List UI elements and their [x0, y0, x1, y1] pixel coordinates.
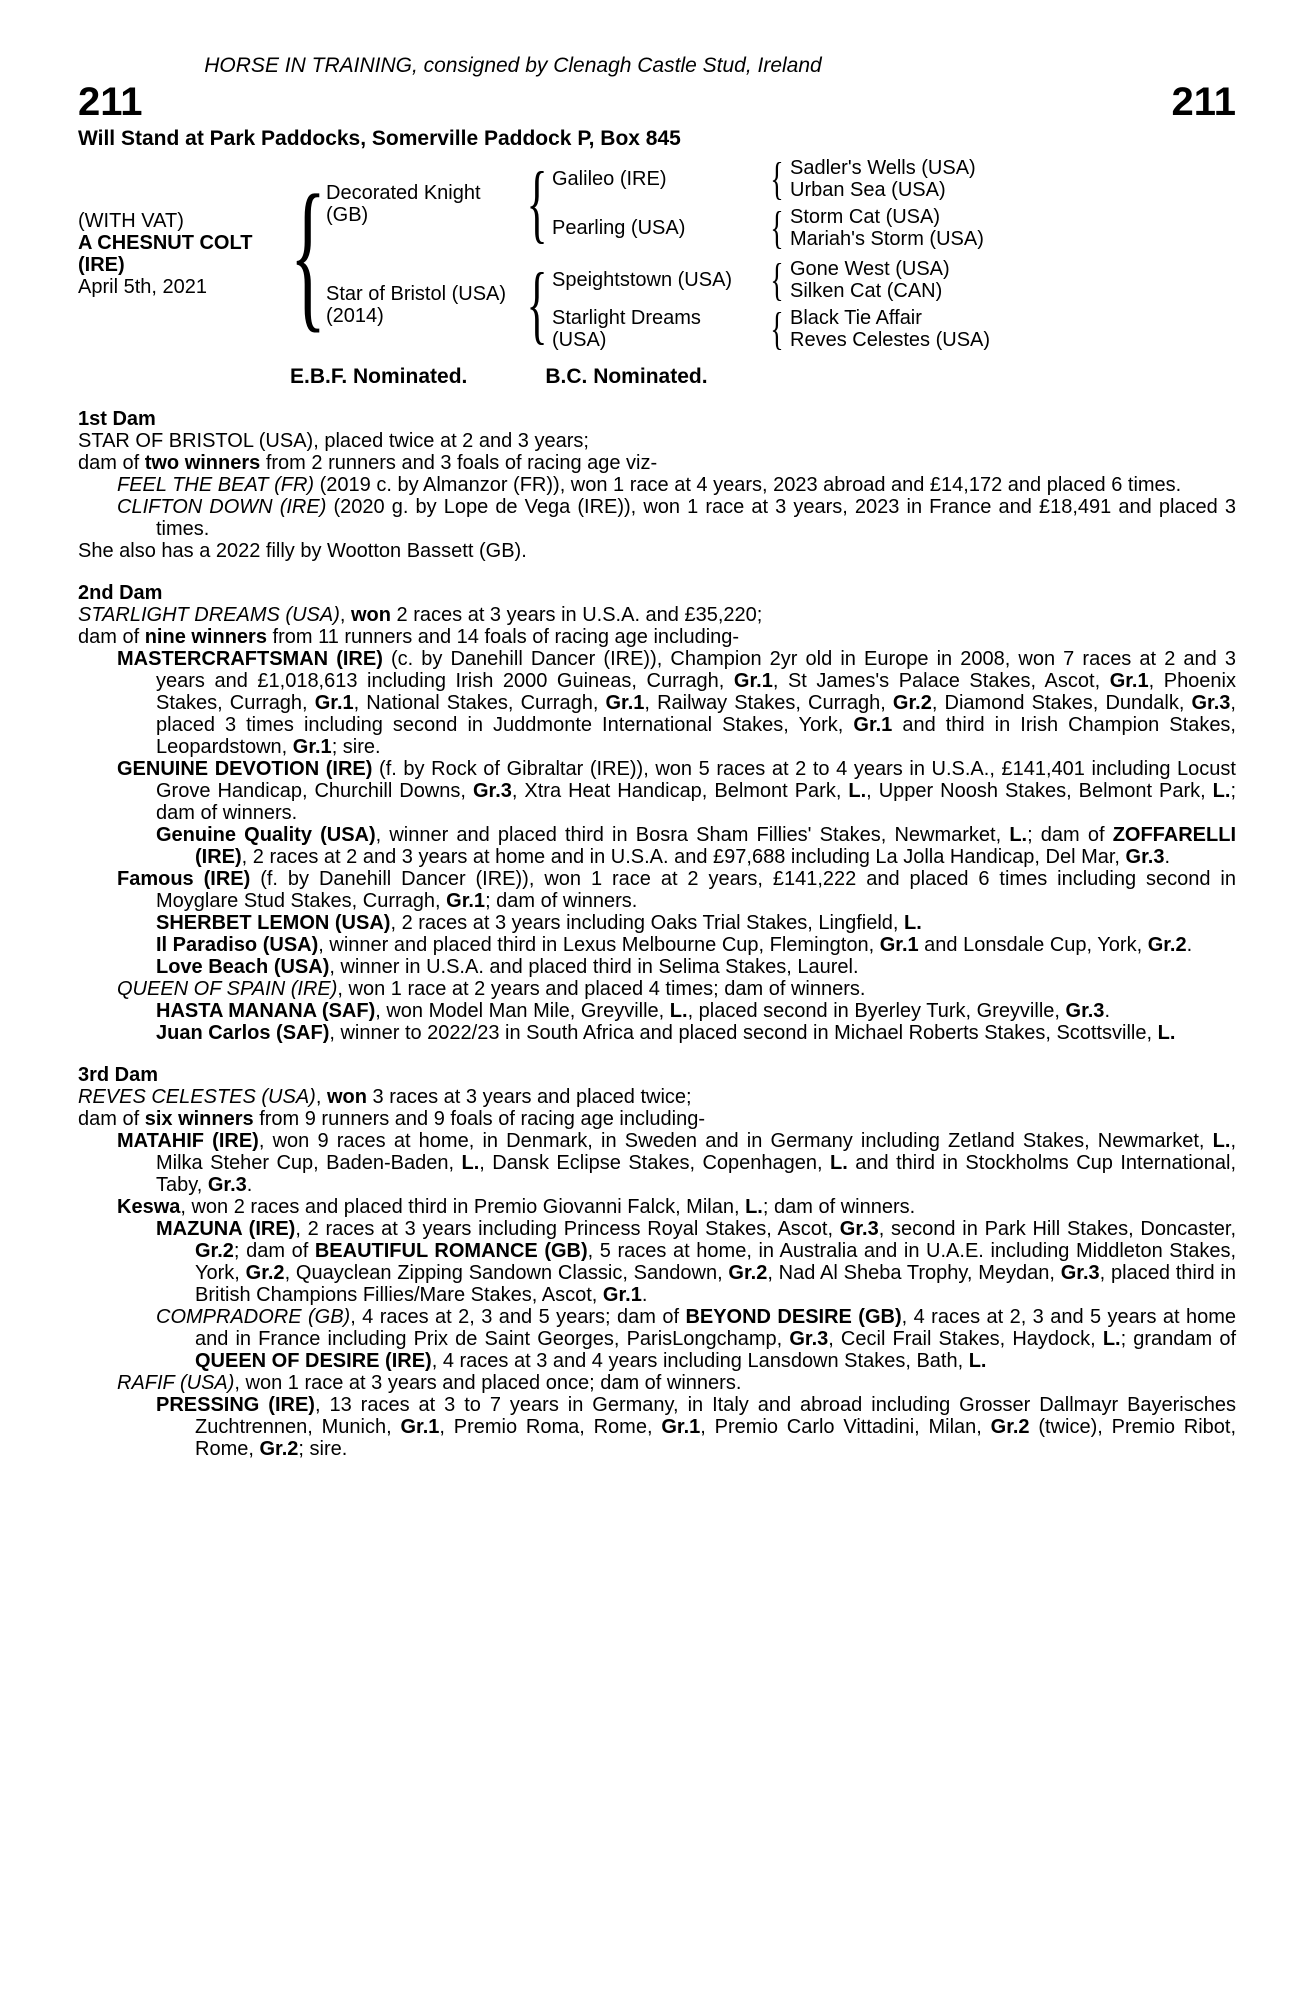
ggp-name: Urban Sea (USA) [790, 179, 946, 201]
pedigree-main-brace [300, 170, 316, 338]
text-segment: PRESSING (IRE) [156, 1394, 315, 1416]
ggp-name: Reves Celestes (USA) [790, 329, 991, 351]
text-segment: Juan Carlos (SAF) [156, 1022, 330, 1044]
text-segment: and Lonsdale Cup, York, [918, 934, 1148, 956]
text-segment: , Premio Carlo Vittadini, Milan, [700, 1416, 991, 1438]
text-segment: and third in Stockholms Cup International, Taby, [156, 1152, 1237, 1196]
text-segment: Gr.3 [839, 1218, 879, 1240]
catalogue-paragraph [78, 758, 1236, 824]
text-segment: Gr.2 [1147, 934, 1187, 956]
maternal-granddam-brace [769, 306, 785, 352]
text-segment: ; grandam of [1120, 1328, 1236, 1350]
text-segment: MATAHIF (IRE) [117, 1130, 259, 1152]
text-segment: two winners [144, 452, 261, 474]
text-segment: (2019 c. by Almanzor (FR)), won 1 race at 4 years, 2023 abroad and £14,172 and placed 6 times. [314, 474, 1182, 496]
paternal-grandsire-brace [769, 156, 785, 202]
text-segment: Gr.3 [472, 780, 512, 802]
text-segment: , won Model Man Mile, Greyville, [375, 1000, 670, 1022]
catalogue-paragraph [78, 912, 1236, 934]
maternal-grandsire-block [552, 257, 1236, 303]
ebf-nominated-label: E.B.F. Nominated. [290, 365, 468, 388]
catalogue-paragraph [78, 1000, 1236, 1022]
text-segment: , [315, 1086, 327, 1108]
text-segment: Gr.3 [1191, 692, 1231, 714]
maternal-granddam-name: Starlight Dreams (USA) [552, 307, 701, 351]
foal-date: April 5th, 2021 [78, 276, 207, 298]
dam-sections [78, 408, 1236, 1460]
consignor-line: HORSE IN TRAINING, consigned by Clenagh Castle Stud, Ireland [204, 54, 822, 77]
text-segment: and third in Irish Champion Stakes, Leopardstown, [156, 714, 1236, 758]
text-segment: , Premio Roma, Rome, [439, 1416, 662, 1438]
paternal-grandsire-block [552, 156, 1236, 202]
text-segment: dam of [78, 1108, 145, 1130]
text-segment: . [1104, 1000, 1110, 1022]
lot-number-left: 211 [78, 80, 143, 124]
text-segment: ; dam of [1027, 824, 1113, 846]
text-segment: , Nad Al Sheba Trophy, Meydan, [767, 1262, 1061, 1284]
dam-name: Star of Bristol (USA) (2014) [326, 282, 507, 327]
text-segment: Gr.2 [990, 1416, 1030, 1438]
text-segment: , 2 races at 3 years including Oaks Trial Stakes, Lingfield, [390, 912, 905, 934]
pedigree-table [78, 156, 1236, 352]
text-segment: GENUINE DEVOTION (IRE) [117, 758, 373, 780]
text-segment: MAZUNA (IRE) [156, 1218, 296, 1240]
text-segment: nine winners [144, 626, 267, 648]
catalogue-paragraph [78, 1394, 1236, 1460]
text-segment: . [641, 1284, 648, 1306]
text-segment: L. [461, 1152, 480, 1174]
text-segment: . [246, 1174, 253, 1196]
text-segment: . [1186, 934, 1193, 956]
vat-note: (WITH VAT) [78, 210, 184, 232]
text-segment: Gr.1 [605, 692, 645, 714]
horse-info [78, 210, 290, 298]
text-segment: REVES CELESTES (USA) [78, 1086, 316, 1108]
text-segment: L. [830, 1152, 848, 1174]
paternal-granddam-brace [769, 205, 785, 251]
text-segment: L. [1009, 824, 1028, 846]
nominations-line [290, 366, 1236, 388]
section-heading: 3rd Dam [78, 1064, 159, 1086]
text-segment: Keswa [117, 1196, 181, 1218]
text-segment: , Upper Noosh Stakes, Belmont Park, [866, 780, 1213, 802]
text-segment: , winner in U.S.A. and placed third in Selima Stakes, Laurel. [329, 956, 859, 978]
text-segment: six winners [144, 1108, 254, 1130]
text-segment: , 13 races at 3 to 7 years in Germany, in Italy and abroad including Grosser Dallmayr Bayerisches Zuchtrennen, Munich, [195, 1394, 1236, 1438]
text-segment: Gr.2 [892, 692, 932, 714]
text-segment: Gr.1 [446, 890, 486, 912]
text-segment: , won 9 races at home, in Denmark, in Sweden and in Germany including Zetland Stakes, Newmarket, [258, 1130, 1213, 1152]
text-segment: ; dam of winners. [762, 1196, 916, 1218]
ggp-name: Gone West (USA) [790, 258, 950, 280]
text-segment: (twice), Premio Ribot, Rome, [195, 1416, 1236, 1460]
catalogue-paragraph [78, 626, 1236, 648]
text-segment: Gr.1 [661, 1416, 701, 1438]
text-segment: QUEEN OF SPAIN (IRE) [117, 978, 338, 1000]
ggp-name: Mariah's Storm (USA) [790, 228, 984, 250]
catalogue-paragraph [78, 1372, 1236, 1394]
lot-number-right: 211 [1171, 80, 1236, 124]
text-segment: , Dansk Eclipse Stakes, Copenhagen, [479, 1152, 831, 1174]
catalogue-paragraph [78, 1022, 1236, 1044]
text-segment: She also has a 2022 filly by Wootton Bassett (GB). [78, 540, 527, 562]
paternal-grandsire-name: Galileo (IRE) [552, 168, 667, 190]
dam-block [326, 257, 1236, 352]
text-segment: L. [669, 1000, 688, 1022]
dam-brace [530, 261, 545, 349]
text-segment: Famous (IRE) [117, 868, 251, 890]
text-segment: dam of [78, 452, 145, 474]
text-segment: Il Paradiso (USA) [156, 934, 319, 956]
text-segment: 3 races at 3 years and placed twice; [366, 1086, 692, 1108]
text-segment: Gr.2 [245, 1262, 285, 1284]
text-segment: Gr.2 [195, 1240, 234, 1262]
maternal-grandsire-brace [769, 257, 785, 303]
ggp-name: Black Tie Affair [790, 307, 922, 329]
catalogue-paragraph [78, 1108, 1236, 1130]
text-segment: ZOFFARELLI (IRE) [195, 824, 1237, 868]
text-segment: , 2 races at 3 years including Princess Royal Stakes, Ascot, [295, 1218, 840, 1240]
stand-location-line: Will Stand at Park Paddocks, Somerville Paddock P, Box 845 [78, 127, 681, 150]
text-segment: , National Stakes, Curragh, [353, 692, 606, 714]
text-segment: Gr.2 [259, 1438, 299, 1460]
text-segment: Gr.1 [314, 692, 354, 714]
text-segment: Gr.1 [1109, 670, 1149, 692]
text-segment: , St James's Palace Stakes, Ascot, [772, 670, 1110, 692]
text-segment: , placed 3 times including second in Juddmonte International Stakes, York, [156, 692, 1236, 736]
text-segment: FEEL THE BEAT (FR) [117, 474, 315, 496]
text-segment: , 2 races at 2 and 3 years at home and in U.S.A. and £97,688 including La Jolla Handicap, Del Mar, [241, 846, 1126, 868]
text-segment: Genuine Quality (USA) [156, 824, 376, 846]
text-segment: Gr.1 [733, 670, 773, 692]
text-segment: L. [745, 1196, 763, 1218]
text-segment: (2020 g. by Lope de Vega (IRE)), won 1 race at 3 years, 2023 in France and £18,491 and placed 3 times. [156, 496, 1236, 540]
text-segment: Gr.3 [1125, 846, 1165, 868]
pedigree-parents [326, 156, 1236, 352]
text-segment: L. [904, 912, 922, 934]
text-segment: (f. by Rock of Gibraltar (IRE)), won 5 races at 2 to 4 years in U.S.A., £141,401 including Locust Grove Handicap, Churchill Downs, [156, 758, 1236, 802]
text-segment: Love Beach (USA) [156, 956, 330, 978]
text-segment: L. [968, 1350, 987, 1372]
text-segment: , Railway Stakes, Curragh, [644, 692, 893, 714]
catalogue-paragraph [78, 496, 1236, 540]
text-segment: , Quayclean Zipping Sandown Classic, Sandown, [284, 1262, 729, 1284]
catalogue-paragraph [78, 1130, 1236, 1196]
text-segment: L. [1212, 1130, 1231, 1152]
text-segment: (f. by Danehill Dancer (IRE)), won 1 race at 2 years, £141,222 and placed 6 times including second in Moyglare Stud Stakes, Curragh, [156, 868, 1236, 912]
text-segment: L. [848, 780, 867, 802]
text-segment: MASTERCRAFTSMAN (IRE) [117, 648, 383, 670]
lot-number-row [78, 80, 1236, 124]
text-segment: won [326, 1086, 367, 1108]
catalogue-paragraph [78, 1086, 1236, 1108]
ggp-name: Silken Cat (CAN) [790, 280, 943, 302]
text-segment: , winner and placed third in Lexus Melbourne Cup, Flemington, [318, 934, 880, 956]
section-heading: 1st Dam [78, 408, 156, 430]
catalogue-paragraph [78, 452, 1236, 474]
catalogue-paragraph [78, 824, 1236, 868]
paternal-granddam-name: Pearling (USA) [552, 217, 686, 239]
text-segment: L. [1102, 1328, 1121, 1350]
text-segment: Gr.1 [853, 714, 893, 736]
text-segment: . [1164, 846, 1171, 868]
text-segment: Gr.3 [1060, 1262, 1100, 1284]
text-segment: ; dam of winners. [485, 890, 638, 912]
sire-block [326, 156, 1236, 251]
text-segment: , won 2 races and placed third in Premio Giovanni Falck, Milan, [180, 1196, 746, 1218]
text-segment: , [339, 604, 351, 626]
catalogue-paragraph [78, 430, 1236, 452]
ggp-name: Storm Cat (USA) [790, 206, 941, 228]
text-segment: SHERBET LEMON (USA) [156, 912, 391, 934]
text-segment: 2 races at 3 years in U.S.A. and £35,220; [391, 604, 763, 626]
catalogue-paragraph [78, 474, 1236, 496]
catalogue-paragraph [78, 1218, 1236, 1306]
text-segment: from 11 runners and 14 foals of racing age including- [266, 626, 740, 648]
text-segment: , Phoenix Stakes, Curragh, [156, 670, 1236, 714]
text-segment: , second in Park Hill Stakes, Doncaster, [878, 1218, 1237, 1240]
paternal-granddam-block [552, 205, 1236, 251]
catalogue-paragraph [78, 868, 1236, 912]
text-segment: , Diamond Stakes, Dundalk, [931, 692, 1192, 714]
text-segment: , won 1 race at 2 years and placed 4 times; dam of winners. [337, 978, 866, 1000]
text-segment: dam of [78, 626, 145, 648]
catalogue-paragraph [78, 956, 1236, 978]
catalogue-paragraph [78, 1196, 1236, 1218]
sire-name: Decorated Knight (GB) [326, 181, 481, 226]
text-segment: RAFIF (USA) [117, 1372, 235, 1394]
text-segment: Gr.3 [1065, 1000, 1105, 1022]
text-segment: ; sire. [331, 736, 381, 758]
text-segment: Gr.3 [789, 1328, 829, 1350]
text-segment: , Cecil Frail Stakes, Haydock, [828, 1328, 1103, 1350]
text-segment: , 4 races at 3 and 4 years including Lansdown Stakes, Bath, [431, 1350, 969, 1372]
maternal-grandsire-name: Speightstown (USA) [552, 269, 733, 291]
catalogue-paragraph [78, 648, 1236, 758]
text-segment: BEYOND DESIRE (GB) [685, 1306, 902, 1328]
catalogue-paragraph [78, 604, 1236, 626]
section-heading: 2nd Dam [78, 582, 163, 604]
text-segment: L. [1212, 780, 1231, 802]
catalogue-paragraph [78, 1306, 1236, 1372]
text-segment: , 5 races at home, in Australia and in U.A.E. including Middleton Stakes, York, [195, 1240, 1236, 1284]
text-segment: won [351, 604, 391, 626]
text-segment: COMPRADORE (GB) [156, 1306, 351, 1328]
text-segment: , won 1 race at 3 years and placed once; dam of winners. [234, 1372, 742, 1394]
text-segment: , winner and placed third in Bosra Sham Fillies' Stakes, Newmarket, [375, 824, 1010, 846]
text-segment: Gr.1 [879, 934, 919, 956]
text-segment: , 4 races at 2, 3 and 5 years; dam of [350, 1306, 686, 1328]
sire-brace [530, 160, 545, 248]
text-segment: , Milka Steher Cup, Baden-Baden, [156, 1130, 1237, 1174]
text-segment: Gr.1 [292, 736, 332, 758]
text-segment: , placed second in Byerley Turk, Greyville, [687, 1000, 1066, 1022]
text-segment: ; sire. [298, 1438, 348, 1460]
catalogue-paragraph [78, 978, 1236, 1000]
catalogue-paragraph [78, 540, 1236, 562]
text-segment: from 2 runners and 3 foals of racing age viz- [260, 452, 658, 474]
text-segment: STAR OF BRISTOL (USA), placed twice at 2 and 3 years; [78, 430, 589, 452]
text-segment: ; dam of winners. [156, 780, 1236, 824]
horse-name-line-2: (IRE) [78, 254, 125, 276]
horse-name-line-1: A CHESNUT COLT [78, 232, 253, 254]
text-segment: QUEEN OF DESIRE (IRE) [195, 1350, 432, 1372]
bc-nominated-label: B.C. Nominated. [545, 365, 708, 388]
text-segment: ; dam of [233, 1240, 315, 1262]
text-segment: , 4 races at 2, 3 and 5 years at home and in France including Prix de Saint Georges, ParisLongchamp, [195, 1306, 1237, 1350]
text-segment: CLIFTON DOWN (IRE) [117, 496, 327, 518]
text-segment: Gr.2 [728, 1262, 768, 1284]
text-segment: , placed third in British Champions Fillies/Mare Stakes, Ascot, [195, 1262, 1236, 1306]
text-segment: HASTA MANANA (SAF) [156, 1000, 376, 1022]
text-segment: Gr.1 [400, 1416, 440, 1438]
catalogue-paragraph [78, 934, 1236, 956]
text-segment: (c. by Danehill Dancer (IRE)), Champion 2yr old in Europe in 2008, won 7 races at 2 and 3 years and £1,018,613 including Irish 2000 Guineas, Curragh, [156, 648, 1236, 692]
ggp-name: Sadler's Wells (USA) [790, 157, 976, 179]
text-segment: L. [1157, 1022, 1176, 1044]
maternal-granddam-block [552, 306, 1236, 352]
text-segment: STARLIGHT DREAMS (USA) [78, 604, 340, 626]
text-segment: BEAUTIFUL ROMANCE (GB) [314, 1240, 588, 1262]
text-segment: , Xtra Heat Handicap, Belmont Park, [511, 780, 849, 802]
text-segment: Gr.3 [207, 1174, 247, 1196]
text-segment: Gr.1 [602, 1284, 642, 1306]
text-segment: , winner to 2022/23 in South Africa and placed second in Michael Roberts Stakes, Scottsville, [329, 1022, 1158, 1044]
text-segment: from 9 runners and 9 foals of racing age including- [253, 1108, 706, 1130]
